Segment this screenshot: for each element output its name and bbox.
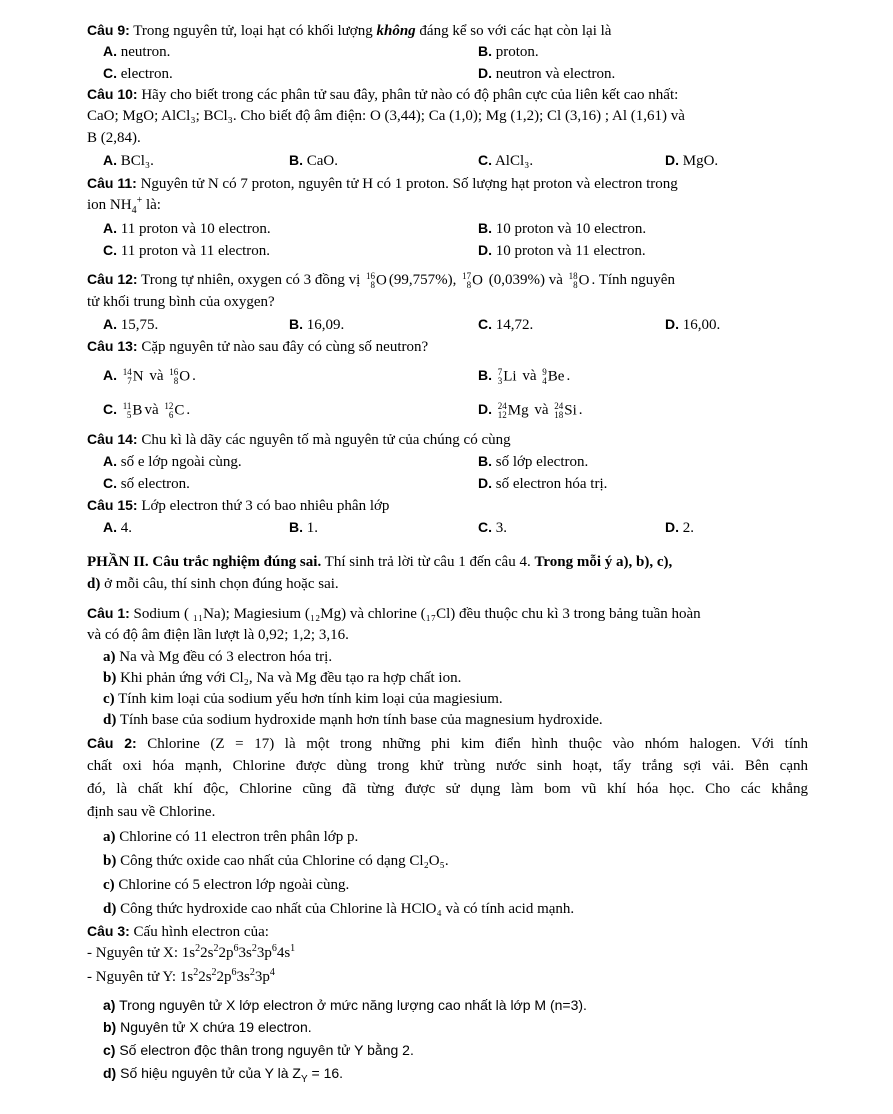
isotope-o18: 18 8 O xyxy=(568,270,590,290)
option-d[interactable]: D. 2. xyxy=(665,519,694,536)
option-a[interactable]: A. 11 proton và 10 electron. xyxy=(103,220,271,237)
question-11-stem: Câu 11: Nguyên tử N có 7 proton, nguyên tử H có 1 proton. Số lượng hạt proton và electron trong xyxy=(87,175,678,192)
tf-3-item-c[interactable]: c) Số electron độc thân trong nguyên tử Y bằng 2. xyxy=(103,1042,414,1058)
question-14-options-2 xyxy=(0,473,893,493)
question-12-stem-2: tử khối trung bình của oxygen? xyxy=(87,294,275,310)
tf-1-item-a[interactable]: a) Na và Mg đều có 3 electron hóa trị. xyxy=(103,649,333,665)
tf-question-2-stem: Câu 2: Chlorine (Z = 17) là một trong những phi kim điển hình thuộc vào nhóm halogen. Với tính xyxy=(87,735,808,752)
question-11-options xyxy=(0,218,893,238)
question-10-stem-3: B (2,84). xyxy=(87,130,141,146)
question-15-stem: Câu 15: Lớp electron thứ 3 có bao nhiêu phân lớp xyxy=(87,497,390,514)
option-c[interactable]: C. electron. xyxy=(103,65,173,82)
question-9-stem: Câu 9: Trong nguyên tử, loại hạt có khối lượng không đáng kể so với các hạt còn lại là xyxy=(87,22,612,39)
option-c[interactable]: C. 11 5 B và 12 6 C . xyxy=(103,400,191,420)
option-b[interactable]: B. 7 3 Li và 9 4 Be . xyxy=(478,366,571,386)
option-d[interactable]: D. neutron và electron. xyxy=(478,65,616,82)
option-a[interactable]: A. BCl₃. xyxy=(103,152,154,169)
question-11-stem-2: ion $NH_4^+$ là: xyxy=(87,195,161,216)
tf-3-config-y: - Nguyên tử Y: $1s^22s^22p^63s^23p^4$ xyxy=(87,967,275,985)
question-10-stem-2: CaO; MgO; AlCl₃; BCl₃. Cho biết độ âm điện: O (3,44); Ca (1,0); Mg (1,2); Cl (3,16) ; Al (1,61) và xyxy=(87,108,685,124)
tf-question-2-stem-2: chất oxi hóa mạnh, Chlorine được dùng trong khử trùng nước sinh hoạt, tẩy trắng sợi vải. Bên cạnh xyxy=(87,758,808,774)
option-c[interactable]: C. AlCl₃. xyxy=(478,152,534,169)
tf-2-item-b[interactable]: b) Công thức oxide cao nhất của Chlorine có dạng Cl₂O₅. xyxy=(103,853,449,869)
question-9-options-2 xyxy=(0,63,893,83)
option-a[interactable]: A. neutron. xyxy=(103,43,171,60)
option-c[interactable]: C. 11 proton và 11 electron. xyxy=(103,242,271,259)
question-14-options xyxy=(0,451,893,471)
electron-config-x: $1s^22s^22p^63s^23p^64s^1$ xyxy=(181,943,296,961)
question-12-stem: Câu 12: Trong tự nhiên, oxygen có 3 đồng vị 16 8 O (99,757%), 17 8 O (0,039%) và 18 8 O . Tính nguyên xyxy=(87,266,893,292)
option-d[interactable]: D. 24 12 Mg và 24 18 Si . xyxy=(478,400,583,420)
tf-3-item-d[interactable]: d) Số hiệu nguyên tử của Y là $Z_Y = 16$. xyxy=(103,1065,344,1085)
tf-question-1-stem-2: và có độ âm điện lần lượt là 0,92; 1,2; 3,16. xyxy=(87,627,349,643)
tf-question-2-stem-4: định sau về Chlorine. xyxy=(87,804,216,820)
option-b[interactable]: B. CaO. xyxy=(289,152,338,169)
question-10-stem: Câu 10: Hãy cho biết trong các phân tử sau đây, phân tử nào có độ phân cực của liên kết cao nhất: xyxy=(87,86,679,103)
tf-2-item-d[interactable]: d) Công thức hydroxide cao nhất của Chlorine là HClO₄ và có tính acid mạnh. xyxy=(103,901,575,917)
part-2-heading-2: d) ở mỗi câu, thí sinh chọn đúng hoặc sai. xyxy=(87,576,339,592)
question-10-options xyxy=(0,150,893,170)
option-d[interactable]: D. 16,00. xyxy=(665,316,721,333)
tf-3-config-x: - Nguyên tử X: $1s^22s^22p^63s^23p^64s^1$ xyxy=(87,943,296,961)
question-13-options xyxy=(0,362,893,388)
question-13-options-2 xyxy=(0,396,893,422)
tf-3-item-a[interactable]: a) Trong nguyên tử X lớp electron ở mức năng lượng cao nhất là lớp M (n=3). xyxy=(103,997,587,1013)
tf-question-1-stem: Câu 1: Sodium ( ₁₁Na); Magiesium (₁₂Mg) và chlorine (₁₇Cl) đều thuộc chu kì 3 trong bảng tuần hoàn xyxy=(87,605,701,622)
option-a[interactable]: A. 4. xyxy=(103,519,132,536)
tf-question-3-stem: Câu 3: Cấu hình electron của: xyxy=(87,923,269,940)
option-a[interactable]: A. số e lớp ngoài cùng. xyxy=(103,453,242,470)
option-b[interactable]: B. 16,09. xyxy=(289,316,345,333)
option-c[interactable]: C. 3. xyxy=(478,519,507,536)
tf-1-item-c[interactable]: c) Tính kim loại của sodium yếu hơn tính kim loại của magiesium. xyxy=(103,691,503,707)
part-2-heading: PHẦN II. Câu trắc nghiệm đúng sai. Thí sinh trả lời từ câu 1 đến câu 4. Trong mỗi ý a), b), c), xyxy=(87,554,673,570)
option-b[interactable]: B. 10 proton và 10 electron. xyxy=(478,220,647,237)
tf-3-item-b[interactable]: b) Nguyên tử X chứa 19 electron. xyxy=(103,1019,312,1035)
tf-1-item-d[interactable]: d) Tính base của sodium hydroxide mạnh hơn tính base của magnesium hydroxide. xyxy=(103,712,603,728)
question-13-stem: Câu 13: Cặp nguyên tử nào sau đây có cùng số neutron? xyxy=(87,338,429,355)
tf-1-item-b[interactable]: b) Khi phản ứng với Cl₂, Na và Mg đều tạo ra hợp chất ion. xyxy=(103,670,462,686)
tf-question-2-stem-3: đó, là chất khí độc, Chlorine cũng đã từng được sử dụng làm bom vũ khí hóa học. Cho các khẳng xyxy=(87,781,808,797)
option-d[interactable]: D. số electron hóa trị. xyxy=(478,475,608,492)
question-15-options xyxy=(0,517,893,537)
isotope-o16: 16 8 O xyxy=(366,270,387,290)
tf-2-item-a[interactable]: a) Chlorine có 11 electron trên phân lớp p. xyxy=(103,829,359,845)
option-b[interactable]: B. số lớp electron. xyxy=(478,453,589,470)
option-b[interactable]: B. 1. xyxy=(289,519,318,536)
option-a[interactable]: A. 15,75. xyxy=(103,316,159,333)
isotope-o17: 17 8 O xyxy=(462,270,483,290)
option-a[interactable]: A. 14 7 N và 16 8 O . xyxy=(103,366,196,386)
question-12-options xyxy=(0,314,893,334)
option-c[interactable]: C. số electron. xyxy=(103,475,190,492)
option-d[interactable]: D. 10 proton và 11 electron. xyxy=(478,242,646,259)
question-9-options xyxy=(0,41,893,61)
option-d[interactable]: D. MgO. xyxy=(665,152,719,169)
question-11-options-2 xyxy=(0,240,893,260)
option-b[interactable]: B. proton. xyxy=(478,43,539,60)
option-c[interactable]: C. 14,72. xyxy=(478,316,534,333)
electron-config-y: $1s^22s^22p^63s^23p^4$ xyxy=(179,967,275,985)
question-14-stem: Câu 14: Chu kì là dãy các nguyên tố mà nguyên tử của chúng có cùng xyxy=(87,431,511,448)
tf-2-item-c[interactable]: c) Chlorine có 5 electron lớp ngoài cùng. xyxy=(103,877,350,893)
